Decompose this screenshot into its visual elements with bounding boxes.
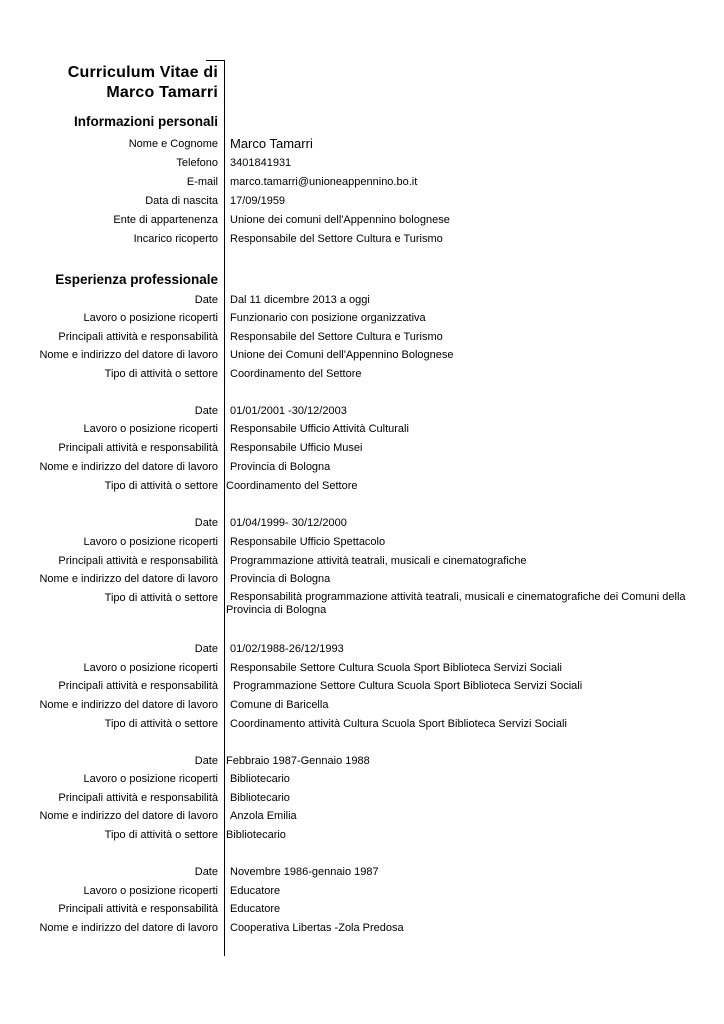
job-3-employer-row: [0, 572, 724, 591]
field-value: Coordinamento attività Cultura Scuola Sport Biblioteca Servizi Sociali: [230, 718, 567, 730]
field-label: Principali attività e responsabilità: [58, 792, 218, 804]
job-3-sector-row: [0, 591, 724, 621]
job-4-employer-row: [0, 698, 724, 717]
field-label: Principali attività e responsabilità: [58, 555, 218, 567]
field-label: Ente di appartenenza: [113, 214, 218, 226]
job-2-role-row: [0, 422, 724, 441]
field-label: Lavoro o posizione ricoperti: [83, 662, 218, 674]
job-2-sector-row: [0, 479, 724, 498]
field-label: Tipo di attività o settore: [104, 592, 218, 604]
personal-row-organization: [0, 213, 724, 232]
job-4-date-row: [0, 642, 724, 661]
field-value: Educatore: [230, 885, 281, 897]
cv-title: [68, 63, 218, 103]
job-2-activities-row: [0, 441, 724, 460]
job-6-employer-row: [0, 921, 724, 940]
job-1-sector-row: [0, 367, 724, 386]
field-value: Febbraio 1987-Gennaio 1988: [226, 755, 370, 767]
field-label: Nome e indirizzo del datore di lavoro: [39, 922, 218, 934]
job-6-activities-row: [0, 902, 724, 921]
section-heading-personal: Informazioni personali: [73, 114, 218, 129]
field-value: Responsabile Ufficio Spettacolo: [230, 536, 386, 548]
cv-title-line1: Curriculum Vitae di: [67, 64, 218, 81]
field-value: Responsabilità programmazione attività teatrali, musicali e cinematografiche dei Comuni della Provincia di Bologna: [226, 591, 686, 616]
personal-row-position: [0, 232, 724, 251]
field-label: Tipo di attività o settore: [104, 829, 218, 841]
field-label: Data di nascita: [145, 195, 218, 207]
field-value: 01/02/1988-26/12/1993: [230, 643, 344, 655]
field-value: 01/04/1999- 30/12/2000: [230, 517, 347, 529]
field-label: Nome e indirizzo del datore di lavoro: [39, 349, 218, 361]
field-value: Comune di Baricella: [230, 699, 329, 711]
field-label: Date: [194, 755, 218, 767]
field-label: Nome e indirizzo del datore di lavoro: [39, 699, 218, 711]
field-label: Lavoro o posizione ricoperti: [83, 773, 218, 785]
personal-row-email: [0, 175, 724, 194]
job-1-employer-row: [0, 348, 724, 367]
job-4-role-row: [0, 661, 724, 680]
job-4-sector-row: [0, 717, 724, 736]
field-label: Nome e indirizzo del datore di lavoro: [39, 573, 218, 585]
job-5-date-row: [0, 754, 724, 773]
field-value: Responsabile del Settore Cultura e Turismo: [230, 331, 443, 343]
field-value: Responsabile Settore Cultura Scuola Sport Biblioteca Servizi Sociali: [230, 662, 563, 674]
field-label: Lavoro o posizione ricoperti: [83, 423, 218, 435]
job-6-date-row: [0, 865, 724, 884]
field-value: Anzola Emilia: [230, 810, 297, 822]
field-label: Date: [194, 294, 218, 306]
field-value: 17/09/1959: [230, 195, 286, 207]
field-value: Bibliotecario: [230, 792, 290, 804]
field-label: Principali attività e responsabilità: [58, 680, 218, 692]
field-value: Programmazione attività teatrali, musicali e cinematografiche: [230, 555, 527, 567]
field-label: Nome e Cognome: [128, 138, 218, 150]
job-2-employer-row: [0, 460, 724, 479]
field-label: Date: [194, 405, 218, 417]
field-value: marco.tamarri@unioneappennino.bo.it: [230, 176, 418, 188]
personal-row-name: [0, 137, 724, 156]
personal-row-birthdate: [0, 194, 724, 213]
field-label: Tipo di attività o settore: [104, 368, 218, 380]
field-value: Funzionario con posizione organizzativa: [230, 312, 426, 324]
field-label: Date: [194, 517, 218, 529]
field-value: Responsabile Ufficio Attività Culturali: [230, 423, 409, 435]
field-value: Marco Tamarri: [230, 136, 313, 151]
job-1-activities-row: [0, 330, 724, 349]
field-label: Lavoro o posizione ricoperti: [83, 885, 218, 897]
field-label: Telefono: [176, 157, 218, 169]
field-label: E-mail: [186, 176, 218, 188]
field-value: Responsabile del Settore Cultura e Turismo: [230, 233, 443, 245]
field-label: Principali attività e responsabilità: [58, 903, 218, 915]
job-4-activities-row: [0, 679, 724, 698]
job-1-role-row: [0, 311, 724, 330]
field-label: Principali attività e responsabilità: [58, 442, 218, 454]
field-label: Lavoro o posizione ricoperti: [83, 536, 218, 548]
field-value: Educatore: [230, 903, 281, 915]
field-label: Nome e indirizzo del datore di lavoro: [39, 810, 218, 822]
job-3-date-row: [0, 516, 724, 535]
job-5-role-row: [0, 772, 724, 791]
field-value: Programmazione Settore Cultura Scuola Sport Biblioteca Servizi Sociali: [230, 680, 583, 692]
field-value: Novembre 1986-gennaio 1987: [230, 866, 379, 878]
field-value: Dal 11 dicembre 2013 a oggi: [230, 294, 370, 306]
cv-title-name: Marco Tamarri: [106, 84, 218, 101]
field-label: Tipo di attività o settore: [104, 480, 218, 492]
field-value: Coordinamento del Settore: [226, 480, 358, 492]
field-label: Incarico ricoperto: [133, 233, 218, 245]
field-label: Nome e indirizzo del datore di lavoro: [39, 461, 218, 473]
field-label: Date: [194, 866, 218, 878]
field-value: 3401841931: [230, 157, 292, 169]
field-value: Provincia di Bologna: [230, 573, 331, 585]
field-value: Coordinamento del Settore: [230, 368, 362, 380]
field-label: Lavoro o posizione ricoperti: [83, 312, 218, 324]
field-value: Cooperativa Libertas -Zola Predosa: [230, 922, 404, 934]
field-value: Provincia di Bologna: [230, 461, 331, 473]
job-2-date-row: [0, 404, 724, 423]
job-3-role-row: [0, 535, 724, 554]
field-value: Unione dei comuni dell'Appennino bolognese: [230, 214, 450, 226]
field-value: 01/01/2001 -30/12/2003: [230, 405, 347, 417]
section-heading-experience: Esperienza professionale: [55, 272, 218, 287]
divider-top-tick: [206, 60, 224, 61]
field-label: Principali attività e responsabilità: [58, 331, 218, 343]
job-6-role-row: [0, 884, 724, 903]
field-label: Tipo di attività o settore: [104, 718, 218, 730]
field-value: Unione dei Comuni dell'Appennino Bolognese: [230, 349, 454, 361]
job-5-employer-row: [0, 809, 724, 828]
job-5-activities-row: [0, 791, 724, 810]
field-value: Bibliotecario: [230, 773, 290, 785]
job-5-sector-row: [0, 828, 724, 847]
job-3-activities-row: [0, 554, 724, 573]
field-value: Bibliotecario: [226, 829, 286, 841]
field-value: Responsabile Ufficio Musei: [230, 442, 363, 454]
personal-row-phone: [0, 156, 724, 175]
job-1-date-row: [0, 293, 724, 312]
field-label: Date: [194, 643, 218, 655]
